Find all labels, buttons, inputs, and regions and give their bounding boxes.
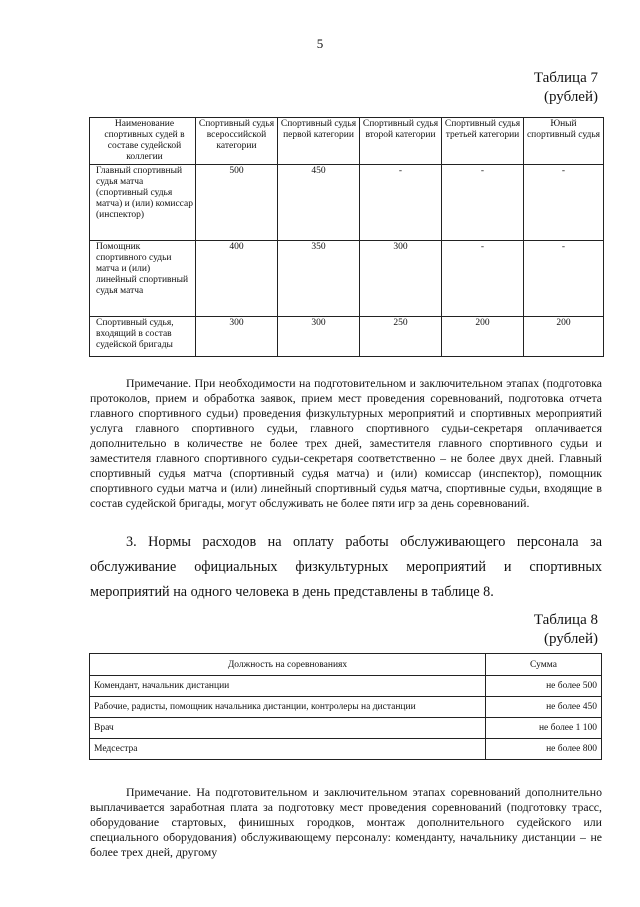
row-label-cell: Спортивный судья, входящий в состав судейской бригады [90, 317, 196, 357]
table-row [90, 165, 604, 241]
header-cell: Спортивный судья третьей категории [442, 118, 524, 165]
value-cell: 200 [442, 317, 524, 357]
referee-rates-table [89, 117, 604, 357]
section3-text: 3. Нормы расходов на оплату работы обслуживающего персонала за обслуживание официальных физкультурных мероприятий и спортивных мероприятий на одного человека в день представлены в таблице 8. [90, 534, 602, 600]
value-cell: - [524, 165, 604, 241]
table7-unit: (рублей) [543, 89, 598, 105]
table8-caption: Таблица 8 [533, 612, 598, 628]
header-cell: Наименование спортивных судей в составе судейской коллегии [90, 118, 196, 165]
value-cell: 300 [360, 241, 442, 317]
note-paragraph-1 [90, 376, 602, 511]
note-paragraph-2 [90, 785, 602, 860]
staff-rates-table [89, 653, 602, 760]
table-header-row [90, 654, 602, 676]
value-cell: 200 [524, 317, 604, 357]
note1-text: Примечание. При необходимости на подготовительном и заключительном этапах (подготовка протоколов, прием и обработка заявок, прием мест проведения соревнований, подготовка отчета главного спортивного судьи) проведения физкультурных мероприятий и спортивных мероприятий услуга главного спортивного судьи, главного спортивного судьи-секретаря оплачивается дополнительно в количестве не более трех дней, заместителя главного спортивного судьи и заместителя главного спортивного судьи-секретаря соответственно – не более двух дней. Главный спортивный судья матча (спортивный судья матча) и (или) комиссар (инспектор), помощник спортивного судьи матча и (или) линейный спортивный судья матча, спортивные судьи, входящие в состав судейской бригады, могут обслуживать не более пяти игр за день соревнований. [90, 376, 602, 510]
row-label-cell: Главный спортивный судья матча (спортивный судья матча) и (или) комиссар (инспектор) [90, 165, 196, 241]
position-cell: Медсестра [90, 739, 486, 760]
note2-text: Примечание. На подготовительном и заключительном этапах соревнований дополнительно выплачивается заработная плата за подготовку мест проведения соревнований (подготовку трасс, оборудование стартовых, финишных городков, монтаж дополнительного судейского или специального оборудования) обслуживающему персоналу: коменданту, начальнику дистанции – не более трех дней, другому [90, 785, 602, 859]
table8-caption-block [534, 611, 598, 649]
sum-cell: не более 450 [486, 697, 602, 718]
position-cell: Рабочие, радисты, помощник начальника дистанции, контролеры на дистанции [90, 697, 486, 718]
row-label-cell: Помощник спортивного судьи матча и (или) линейный спортивный судья матча [90, 241, 196, 317]
table8-unit: (рублей) [543, 631, 598, 647]
value-cell: 300 [196, 317, 278, 357]
table-row [90, 697, 602, 718]
section-3-paragraph [90, 530, 602, 605]
table-row [90, 317, 604, 357]
sum-cell: не более 1 100 [486, 718, 602, 739]
page-number: 5 [316, 36, 324, 51]
value-cell: 250 [360, 317, 442, 357]
header-cell: Спортивный судья первой категории [278, 118, 360, 165]
table7-caption: Таблица 7 [533, 70, 598, 86]
table-row [90, 676, 602, 697]
value-cell: - [360, 165, 442, 241]
position-cell: Комендант, начальник дистанции [90, 676, 486, 697]
sum-cell: не более 800 [486, 739, 602, 760]
table-row [90, 241, 604, 317]
header-cell: Должность на соревнованиях [90, 654, 486, 676]
table-row [90, 718, 602, 739]
value-cell: - [524, 241, 604, 317]
header-cell: Спортивный судья всероссийской категории [196, 118, 278, 165]
value-cell: - [442, 241, 524, 317]
table-row [90, 739, 602, 760]
value-cell: 300 [278, 317, 360, 357]
header-cell: Юный спортивный судья [524, 118, 604, 165]
header-cell: Спортивный судья второй категории [360, 118, 442, 165]
sum-cell: не более 500 [486, 676, 602, 697]
value-cell: 500 [196, 165, 278, 241]
table-header-row [90, 118, 604, 165]
value-cell: - [442, 165, 524, 241]
value-cell: 400 [196, 241, 278, 317]
table7-caption-block [534, 69, 598, 107]
value-cell: 350 [278, 241, 360, 317]
value-cell: 450 [278, 165, 360, 241]
header-cell: Сумма [486, 654, 602, 676]
position-cell: Врач [90, 718, 486, 739]
